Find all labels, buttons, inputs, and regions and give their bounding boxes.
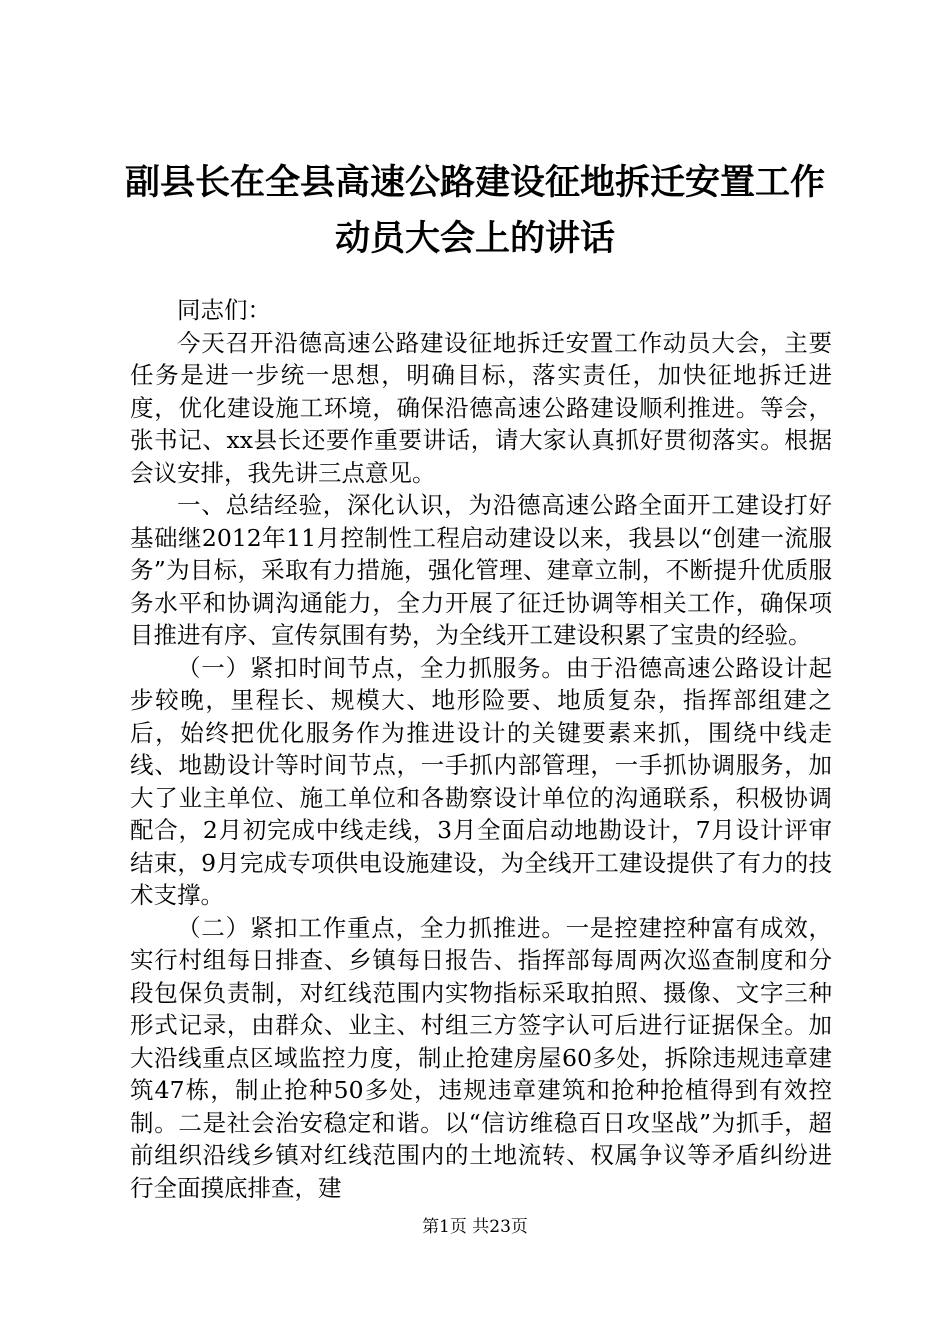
body-paragraph: （二）紧扣工作重点，全力抓推进。一是控建控种富有成效，实行村组每日排查、乡镇每日报告、指挥部每周两次巡查制度和分段包保负责制，对红线范围内实物指标采取拍照、摄像、文字三种形式记录，由群众、业主、村组三方签字认可后进行证据保全。加大沿线重点区域监控力度，制止抢建房屋60多处，拆除违规违章建筑47栋，制止抢种50多处，违规违章建筑和抢种抢植得到有效控制。二是社会治安稳定和谐。以“信访维稳百日攻坚战”为抓手，超前组织沿线乡镇对红线范围内的土地流转、权属争议等矛盾纠纷进行全面摸底排查，建	[130, 913, 832, 1202]
page-footer: 第1页 共23页	[422, 1217, 528, 1237]
salutation: 同志们：	[177, 296, 271, 324]
document-title-line-2: 动员大会上的讲话	[334, 218, 615, 259]
body-paragraph: 一、总结经验，深化认识，为沿德高速公路全面开工建设打好基础继2012年11月控制性工程启动建设以来，我县以“创建一流服务”为目标，采取有力措施，强化管理、建章立制，不断提升优质服务水平和协调沟通能力，全力开展了征迁协调等相关工作，确保项目推进有序、宣传氛围有势，为全线开工建设积累了宝贵的经验。	[130, 491, 832, 649]
document-body	[130, 294, 832, 1204]
document-title-line-1: 副县长在全县高速公路建设征地拆迁安置工作	[124, 162, 825, 203]
body-paragraph: 今天召开沿德高速公路建设征地拆迁安置工作动员大会，主要任务是进一步统一思想，明确目标，落实责任，加快征地拆迁进度，优化建设施工环境，确保沿德高速公路建设顺利推进。等会，张书记、xx县长还要作重要讲话，请大家认真抓好贯彻落实。根据会议安排，我先讲三点意见。	[130, 328, 832, 487]
body-paragraph: （一）紧扣时间节点，全力抓服务。由于沿德高速公路设计起步较晚，里程长、规模大、地形险要、地质复杂，指挥部组建之后，始终把优化服务作为推进设计的关键要素来抓，围绕中线走线、地勘设计等时间节点，一手抓内部管理，一手抓协调服务，加大了业主单位、施工单位和各勘察设计单位的沟通联系，积极协调配合，2月初完成中线走线，3月全面启动地勘设计，7月设计评审结束，9月完成专项供电设施建设，为全线开工建设提供了有力的技术支撑。	[130, 653, 832, 909]
